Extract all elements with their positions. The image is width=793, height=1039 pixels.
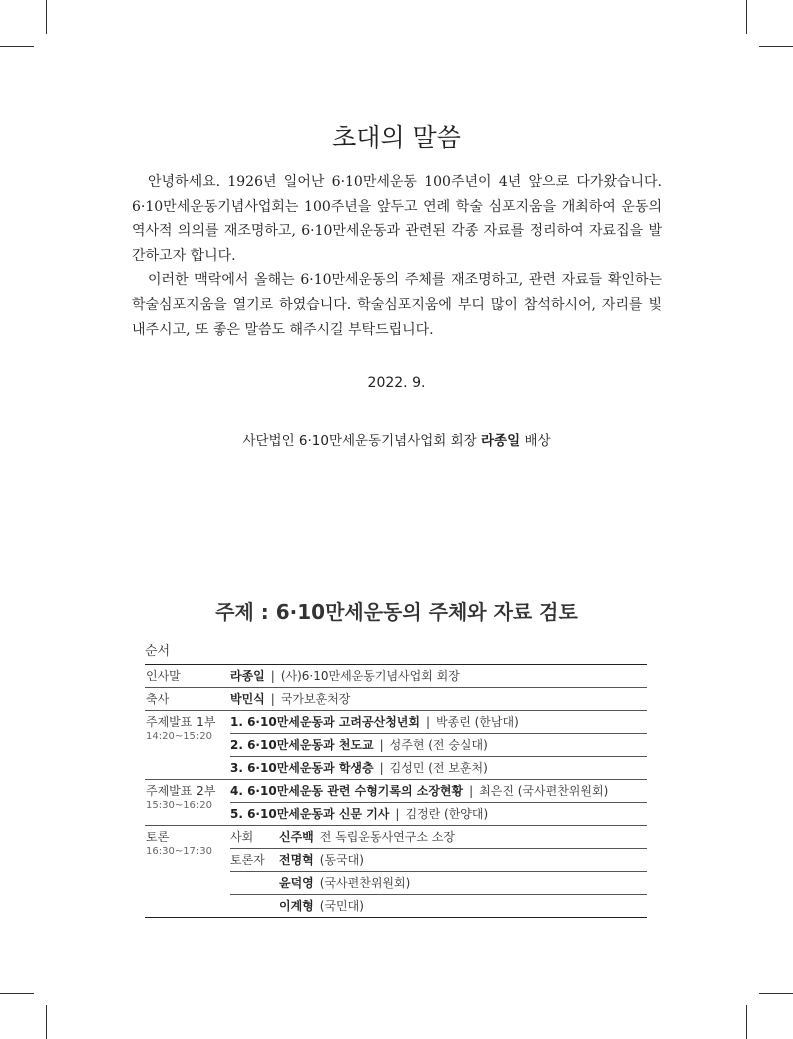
section-time: 15:30~16:20	[146, 800, 213, 811]
table-row	[230, 733, 647, 756]
moderator-name: 신주백	[279, 830, 314, 844]
presenter: 성주현 (전 숭실대)	[389, 738, 488, 752]
crop-mark	[746, 0, 747, 34]
panelist-affiliation: (국사편찬위원회)	[319, 876, 411, 890]
moderator-affiliation: 전 독립운동사연구소 소장	[319, 830, 455, 844]
panelist-affiliation: (국민대)	[319, 899, 364, 913]
separator: |	[379, 761, 384, 775]
panelist-name: 윤덕영	[279, 876, 314, 890]
program-title: 주제 : 6·10만세운동의 주체와 자료 검토	[215, 600, 578, 624]
section-label: 주제발표 2부	[146, 784, 216, 798]
separator: |	[425, 715, 431, 729]
crop-mark	[46, 1005, 47, 1039]
presentation-title: 5. 6·10만세운동과 신문 기사	[230, 807, 390, 821]
speaker-name: 라종일	[230, 669, 265, 683]
signature	[0, 429, 793, 449]
panelist-affiliation: (동국대)	[319, 853, 364, 867]
presentation-title: 2. 6·10만세운동과 천도교	[230, 738, 374, 752]
welcome-paragraph: 이러한 맥락에서 올해는 6·10만세운동의 주체를 재조명하고, 관련 자료들 확인하는 학술심포지움을 열기로 하였습니다. 학술심포지움에 부디 많이 참석하시어, 자리를 빛내주시고, 또 좋은 말씀도 해주시길 부탁드립니다.	[132, 272, 662, 338]
separator: |	[270, 669, 275, 683]
letter-date: 2022. 9.	[367, 375, 426, 391]
table-row	[230, 871, 647, 894]
crop-mark	[46, 0, 47, 34]
section-label: 축사	[146, 692, 170, 706]
signature-suffix: 배상	[524, 433, 551, 449]
role-label: 사회	[230, 830, 254, 844]
table-row	[230, 826, 647, 848]
section-part2	[145, 780, 647, 826]
table-row	[230, 688, 647, 710]
separator: |	[395, 807, 400, 821]
table-row	[230, 756, 647, 779]
crop-mark	[759, 46, 793, 47]
program-label: 순서	[145, 644, 171, 659]
presenter: 김성민 (전 보훈처)	[389, 761, 488, 775]
presenter: 김정란 (한양대)	[405, 807, 489, 821]
crop-mark	[759, 993, 793, 994]
presentation-title: 4. 6·10만세운동 관련 수형기록의 소장현황	[230, 784, 464, 798]
speaker-name: 박민식	[230, 692, 265, 706]
table-row	[230, 894, 647, 917]
section-part1	[145, 711, 647, 780]
role-label: 토론자	[230, 853, 265, 867]
signature-prefix: 사단법인 6·10만세운동기념사업회 회장	[242, 433, 477, 449]
table-row	[230, 711, 647, 733]
presentation-title: 3. 6·10만세운동과 학생층	[230, 761, 374, 775]
welcome-title: 초대의 말씀	[332, 123, 461, 152]
table-row	[230, 665, 647, 687]
presenter: 최은진 (국사편찬위원회)	[479, 784, 609, 798]
crop-mark	[746, 1005, 747, 1039]
panelist-name: 이계형	[279, 899, 314, 913]
speaker-affiliation: 국가보훈처장	[280, 692, 351, 706]
section-time: 16:30~17:30	[146, 846, 213, 857]
signature-name: 라종일	[481, 433, 521, 449]
separator: |	[270, 692, 275, 706]
section-label: 주제발표 1부	[146, 715, 216, 729]
crop-mark	[0, 46, 34, 47]
table-row	[230, 848, 647, 871]
panelist-name: 전명혁	[279, 853, 314, 867]
table-row	[230, 802, 647, 825]
section-congrats	[145, 688, 647, 711]
section-discussion	[145, 826, 647, 918]
separator: |	[379, 738, 384, 752]
presenter: 박종린 (한남대)	[436, 715, 519, 729]
separator: |	[469, 784, 474, 798]
section-greeting	[145, 665, 647, 688]
speaker-affiliation: (사)6·10만세운동기념사업회 회장	[280, 669, 460, 683]
program-table	[145, 664, 647, 918]
section-time: 14:20~15:20	[146, 731, 213, 742]
section-label: 토론	[146, 830, 170, 844]
section-label: 인사말	[146, 669, 181, 683]
welcome-paragraph: 안녕하세요. 1926년 일어난 6·10만세운동 100주년이 4년 앞으로 다가왔습니다. 6·10만세운동기념사업회는 100주년을 앞두고 연례 학술 심포지움을 개최하여 운동의 역사적 의의를 재조명하고, 6·10만세운동과 관련된 각종 자료를 정리하여 자료집을 발간하고자 합니다.	[132, 174, 662, 264]
welcome-body	[132, 170, 662, 342]
table-row	[230, 780, 647, 802]
crop-mark	[0, 993, 34, 994]
presentation-title: 1. 6·10만세운동과 고려공산청년회	[230, 715, 420, 729]
